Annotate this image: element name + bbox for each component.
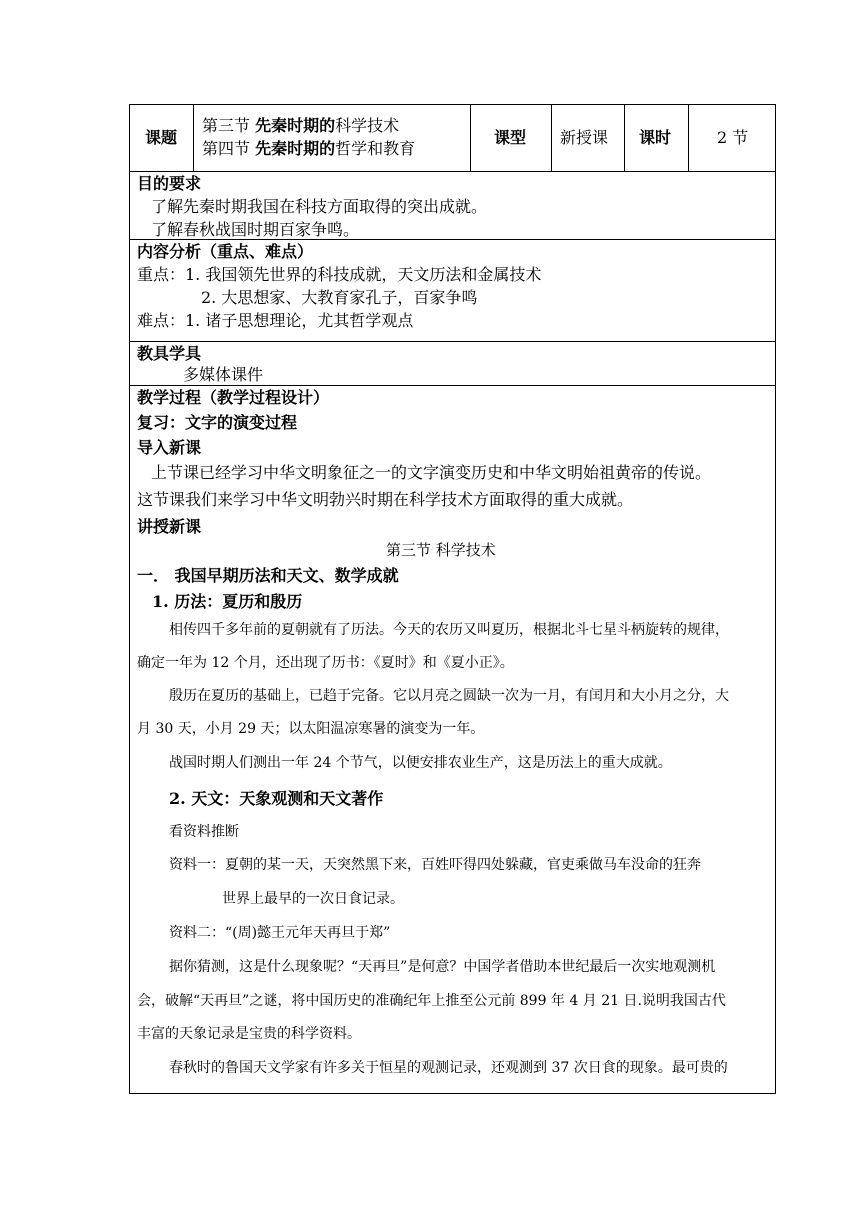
row-divider <box>130 385 775 386</box>
heading-1: 一． 我国早期历法和天文、数学成就 <box>137 566 399 585</box>
topic-label: 课题 <box>145 128 178 147</box>
tools-title: 教具学具 <box>137 344 202 363</box>
type-label: 课型 <box>494 128 527 147</box>
analysis-title: 内容分析（重点、难点） <box>137 242 314 261</box>
topic-line-1-rest: 科学技术 <box>335 116 400 135</box>
body-line: 资料一：夏朝的某一天，天突然黑下来，百姓吓得四处躲藏，官吏乘做马车没命的狂奔 <box>169 857 701 873</box>
topic-line-2-rest: 哲学和教育 <box>335 139 416 158</box>
hours-label: 课时 <box>639 128 672 147</box>
difficult-point: 难点：1. 诸子思想理论，尤其哲学观点 <box>137 311 414 330</box>
body-line: 资料二：“(周)懿王元年天再旦于郑” <box>169 925 391 941</box>
section-title: 第三节 科学技术 <box>386 541 496 559</box>
body-line: 殷历在夏历的基础上，已趋于完备。它以月亮之圆缺一次为一月，有闰月和大小月之分，大 <box>169 688 729 704</box>
col-divider <box>470 105 471 171</box>
col-divider <box>624 105 625 171</box>
goal-item: 了解先秦时期我国在科技方面取得的突出成就。 <box>151 197 488 216</box>
topic-line-2 <box>202 141 415 157</box>
lecture-title: 讲授新课 <box>137 517 202 536</box>
body-line: 春秋时的鲁国天文学家有许多关于恒星的观测记录，还观测到 37 次日食的现象。最可贵的 <box>169 1060 728 1076</box>
body-line: 战国时期人们测出一年 24 个节气，以便安排农业生产，这是历法上的重大成就。 <box>169 755 672 771</box>
intro-title: 导入新课 <box>137 438 202 457</box>
tools-value: 多媒体课件 <box>183 365 264 384</box>
intro-paragraph-line: 这节课我们来学习中华文明勃兴时期在科学技术方面取得的重大成就。 <box>137 490 634 509</box>
body-line: 相传四千多年前的夏朝就有了历法。今天的农历又叫夏历，根据北斗七星斗柄旋转的规律， <box>169 622 729 638</box>
row-divider <box>130 341 775 342</box>
body-line: 月 30 天，小月 29 天；以太阳温凉寒暑的演变为一年。 <box>137 721 485 737</box>
row-divider <box>130 171 775 172</box>
hours-value: 2 节 <box>717 128 749 147</box>
intro-paragraph-line: 上节课已经学习中华文明象征之一的文字演变历史和中华文明始祖黄帝的传说。 <box>151 463 712 482</box>
col-divider <box>193 105 194 171</box>
topic-line-1-bold: 先秦时期的 <box>255 116 336 135</box>
col-divider <box>551 105 552 171</box>
topic-line-1-prefix: 第三节 <box>202 116 251 135</box>
body-line: 确定一年为 12 个月，还出现了历书：《夏时》和《夏小正》。 <box>137 655 514 671</box>
topic-line-2-bold: 先秦时期的 <box>255 139 336 158</box>
col-divider <box>688 105 689 171</box>
body-line: 丰富的天象记录是宝贵的科学资料。 <box>137 1026 361 1042</box>
body-line: 据你猜测，这是什么现象呢？“天再旦”是何意？中国学者借助本世纪最后一次实地观测机 <box>169 959 716 975</box>
key-point-1: 重点：1. 我国领先世界的科技成就，天文历法和金属技术 <box>137 265 542 284</box>
body-line: 世界上最早的一次日食记录。 <box>222 891 404 907</box>
body-line: 会，破解“天再旦”之谜，将中国历史的准确纪年上推至公元前 899 年 4 月 21 日.说明我国古代 <box>137 993 726 1009</box>
topic-line-2-prefix: 第四节 <box>202 139 251 158</box>
heading-1-2: 2. 天文：天象观测和天文著作 <box>169 789 384 808</box>
review-heading: 复习：文字的演变过程 <box>137 413 298 432</box>
body-line: 看资料推断 <box>169 824 239 840</box>
type-value: 新授课 <box>560 128 609 147</box>
row-divider <box>130 239 775 240</box>
heading-1-1: 1. 历法：夏历和殷历 <box>152 592 303 611</box>
topic-line-1 <box>202 118 399 134</box>
goals-title: 目的要求 <box>137 174 202 193</box>
goal-item: 了解春秋战国时期百家争鸣。 <box>151 220 360 239</box>
key-point-2: 2. 大思想家、大教育家孔子，百家争鸣 <box>201 288 478 307</box>
process-title: 教学过程（教学过程设计） <box>137 388 330 407</box>
